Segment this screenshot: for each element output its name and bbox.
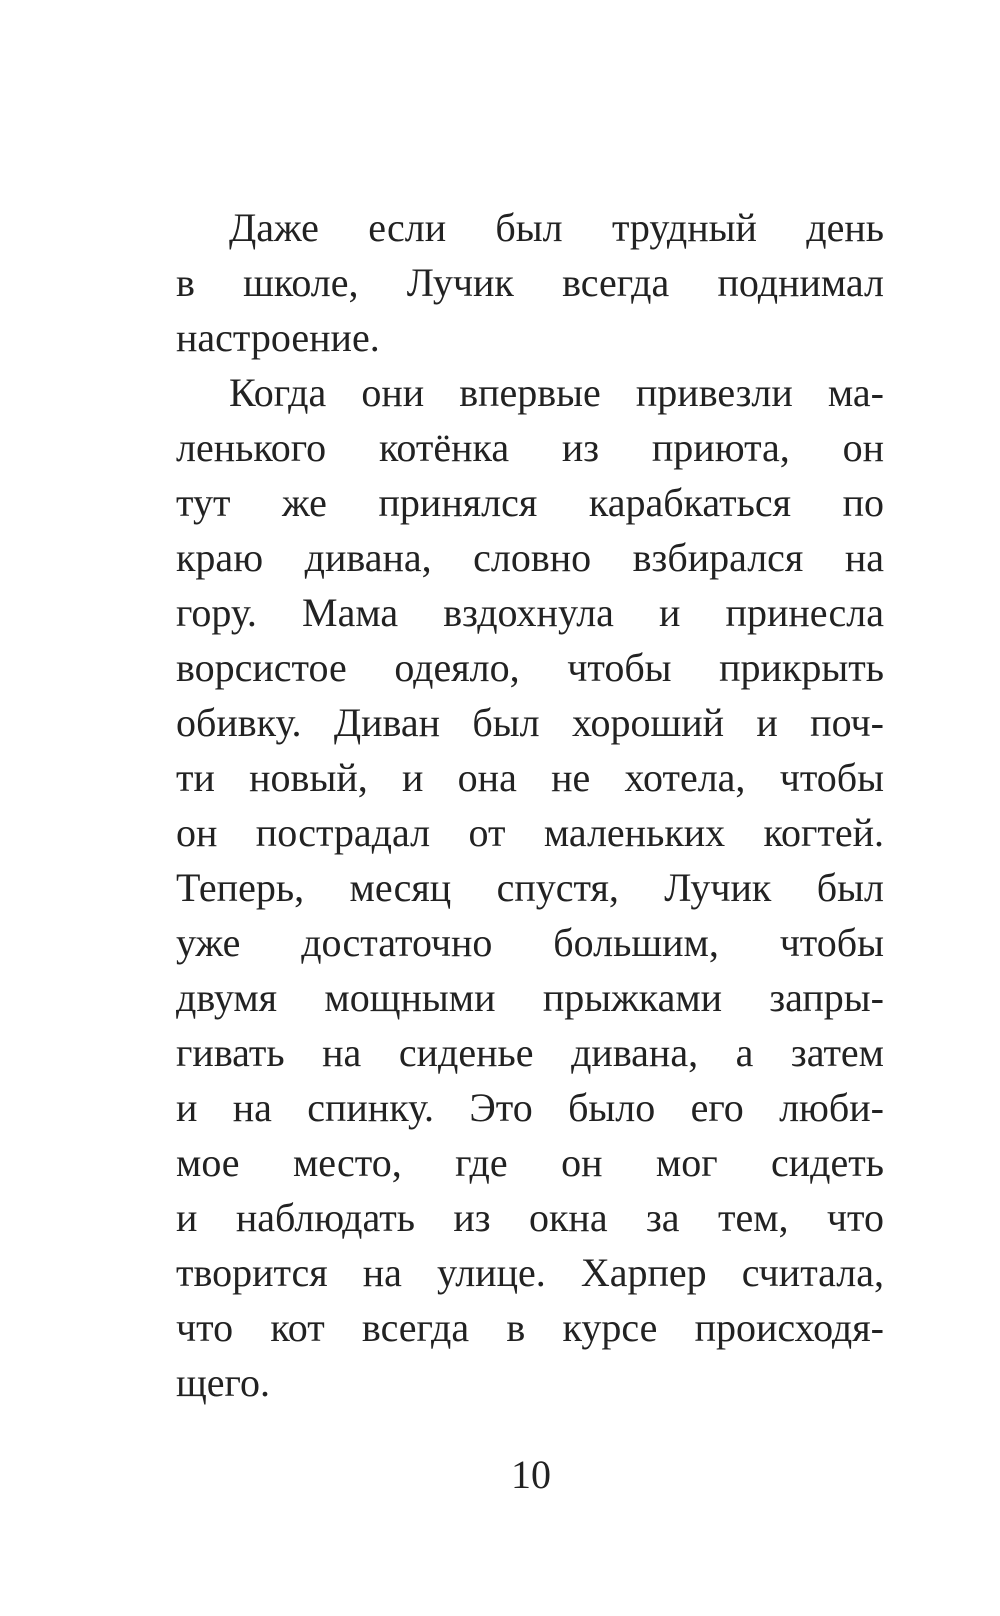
text-line: в школе, Лучик всегда поднимал xyxy=(176,260,884,305)
text-line: и наблюдать из окна за тем, что xyxy=(176,1195,884,1240)
text-line: и на спинку. Это было его люби- xyxy=(176,1085,884,1130)
text-line: он пострадал от маленьких когтей. xyxy=(176,810,884,855)
text-line: гивать на сиденье дивана, а затем xyxy=(176,1030,884,1075)
text-line: Когда они впервые привезли ма- xyxy=(229,370,884,415)
text-line: ти новый, и она не хотела, чтобы xyxy=(176,755,884,800)
text-line: ленького котёнка из приюта, он xyxy=(176,425,884,470)
text-line: настроение. xyxy=(176,315,380,360)
text-line: двумя мощными прыжками запры- xyxy=(176,975,884,1020)
text-line: тут же принялся карабкаться по xyxy=(176,480,884,525)
text-line: Теперь, месяц спустя, Лучик был xyxy=(176,865,884,910)
text-line: ворсистое одеяло, чтобы прикрыть xyxy=(176,645,884,690)
page-number: 10 xyxy=(511,1452,551,1497)
body-text xyxy=(176,200,884,1410)
text-line: творится на улице. Харпер считала, xyxy=(176,1250,884,1295)
text-line: уже достаточно большим, чтобы xyxy=(176,920,884,965)
text-line: щего. xyxy=(176,1360,270,1405)
text-line: мое место, где он мог сидеть xyxy=(176,1140,884,1185)
text-line: краю дивана, словно взбирался на xyxy=(176,535,884,580)
text-line: обивку. Диван был хороший и поч- xyxy=(176,700,884,745)
text-line: что кот всегда в курсе происходя- xyxy=(176,1305,884,1350)
text-line: гору. Мама вздохнула и принесла xyxy=(176,590,884,635)
text-line: Даже если был трудный день xyxy=(229,205,884,250)
